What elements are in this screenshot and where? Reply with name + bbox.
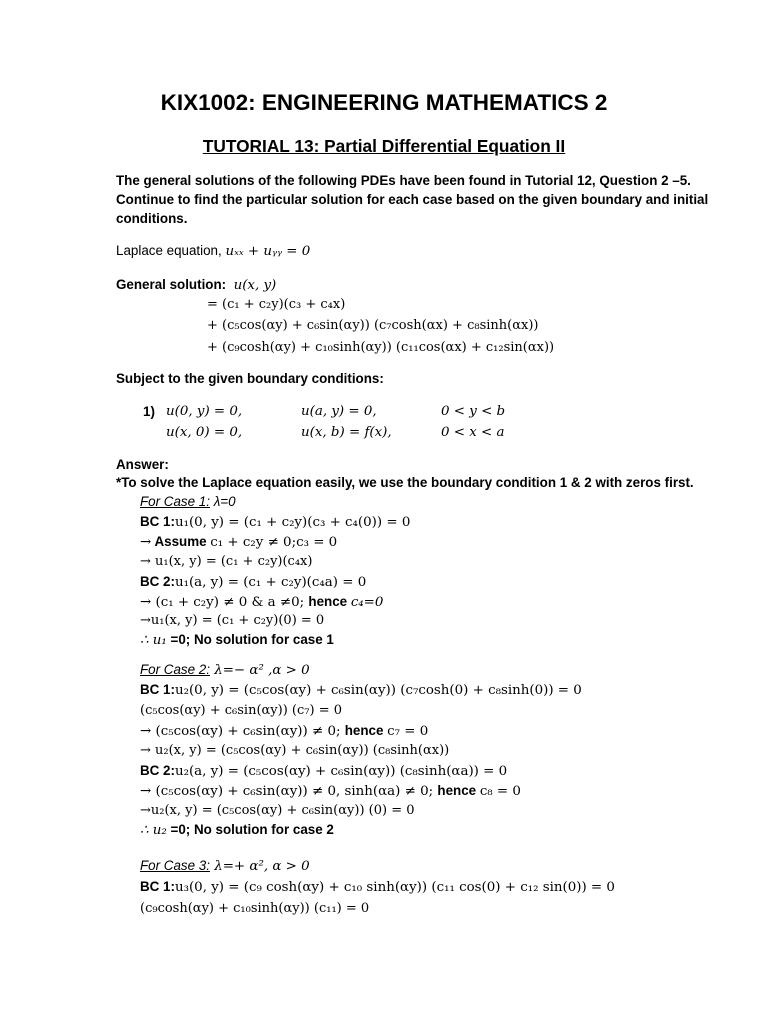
step-equation: → (c₅cos(αy) + c₆sin(αy)) ≠ 0; <box>140 724 345 739</box>
bc-equation: u₂(0, y) = (c₅cos(αy) + c₆sin(αy)) (c₇cosh(0) + c₈sinh(0)) = 0 <box>174 683 582 698</box>
case-conclusion <box>140 821 334 840</box>
step-line <box>140 722 428 741</box>
intro-line: conditions. <box>116 211 188 226</box>
conditions-intro: Subject to the given boundary conditions: <box>116 371 384 386</box>
bc-label: BC 1: <box>140 879 175 894</box>
bc-equation: u₁(a, y) = (c₁ + c₂y)(c₄a) = 0 <box>174 575 367 590</box>
bc-label: BC 2: <box>140 574 175 589</box>
step-line <box>140 593 383 612</box>
condition-range: 0 < y < b <box>441 404 506 419</box>
laplace-formula: uₓₓ + uᵧᵧ = 0 <box>225 244 311 259</box>
general-solution-term: = (c₁ + c₂y)(c₃ + c₄x) <box>207 297 346 312</box>
step-line <box>140 782 521 801</box>
step-word: Assume <box>151 534 211 549</box>
step-line: (c₉cosh(αy) + c₁₀sinh(αy)) (c₁₁) = 0 <box>140 901 370 916</box>
step-line: → u₂(x, y) = (c₅cos(αy) + c₆sin(αy)) (c₈sinh(αx)) <box>140 743 450 758</box>
bc-label: BC 1: <box>140 514 175 529</box>
condition-cell: u(x, 0) = 0, <box>166 425 243 440</box>
case-heading-label: For Case 3: <box>140 858 210 873</box>
step-equation: → (c₁ + c₂y) ≠ 0 & a ≠0; <box>140 595 309 610</box>
answer-label: Answer: <box>116 457 169 472</box>
step-equation: c₁ + c₂y ≠ 0;c₃ = 0 <box>210 535 338 550</box>
step-word: hence <box>308 594 351 609</box>
case-heading-condition: λ=0 <box>209 494 236 509</box>
conclusion-text: =0; No solution for case 1 <box>166 632 334 647</box>
step-equation: → (c₅cos(αy) + c₆sin(αy)) ≠ 0, sinh(αa) ≠ 0; <box>140 784 438 799</box>
condition-cell: u(0, y) = 0, <box>166 404 243 419</box>
condition-cell: u(a, y) = 0, <box>301 404 377 419</box>
general-solution-term: + (c₅cos(αy) + c₆sin(αy)) (c₇cosh(αx) + c₈sinh(αx)) <box>207 318 539 333</box>
bc-label: BC 2: <box>140 763 175 778</box>
bc2-line <box>140 573 366 592</box>
page-subtitle: TUTORIAL 13: Partial Differential Equation II <box>202 136 566 156</box>
step-equation: c₇ = 0 <box>387 724 429 739</box>
step-line: → u₁(x, y) = (c₁ + c₂y)(c₄x) <box>140 554 313 569</box>
case-heading <box>140 493 236 511</box>
case-heading <box>140 857 310 876</box>
general-solution-head <box>116 276 276 295</box>
case-heading-label: For Case 2: <box>140 662 210 677</box>
step-line: →u₂(x, y) = (c₅cos(αy) + c₆sin(αy)) (0) = 0 <box>140 803 415 818</box>
step-line: →u₁(x, y) = (c₁ + c₂y)(0) = 0 <box>140 613 325 628</box>
bc-equation: u₃(0, y) = (c₉ cosh(αy) + c₁₀ sinh(αy)) (c₁₁ cos(0) + c₁₂ sin(0)) = 0 <box>174 880 615 895</box>
case-heading-condition: λ=+ α², α > 0 <box>209 859 310 874</box>
general-solution-term: + (c₉cosh(αy) + c₁₀sinh(αy)) (c₁₁cos(αx) + c₁₂sin(αx)) <box>207 340 555 355</box>
condition-cell: u(x, b) = f(x), <box>301 425 392 440</box>
page-title: KIX1002: ENGINEERING MATHEMATICS 2 <box>160 90 608 115</box>
laplace-label: Laplace equation, <box>116 243 226 258</box>
bc1-line <box>140 878 615 897</box>
bc-label: BC 1: <box>140 682 175 697</box>
case-conclusion <box>140 631 334 650</box>
case-heading-label: For Case 1: <box>140 494 210 509</box>
step-equation: c₈ = 0 <box>479 784 521 799</box>
intro-line: The general solutions of the following PDEs have been found in Tutorial 12, Question 2 –5. <box>116 173 691 188</box>
case-heading-condition: λ=− α² ,α > 0 <box>209 663 310 678</box>
bc-equation: u₁(0, y) = (c₁ + c₂y)(c₃ + c₄(0)) = 0 <box>174 515 411 530</box>
bc1-line <box>140 513 410 532</box>
arrow-icon: → <box>140 535 152 550</box>
bc2-line <box>140 762 507 781</box>
case-heading <box>140 661 310 680</box>
conclusion-text: =0; No solution for case 2 <box>166 822 334 837</box>
condition-number: 1) <box>143 404 155 419</box>
step-equation: c₄=0 <box>350 595 384 610</box>
conclusion-symbol: ∴ u₁ <box>140 633 167 648</box>
bc-equation: u₂(a, y) = (c₅cos(αy) + c₆sin(αy)) (c₈sinh(αa)) = 0 <box>174 764 508 779</box>
step-word: hence <box>437 783 480 798</box>
step-line <box>140 533 337 552</box>
conclusion-symbol: ∴ u₂ <box>140 823 167 838</box>
laplace-equation <box>116 242 310 261</box>
bc1-line <box>140 681 582 700</box>
condition-range: 0 < x < a <box>441 425 505 440</box>
step-line: (c₅cos(αy) + c₆sin(αy)) (c₇) = 0 <box>140 703 342 718</box>
general-solution-function: u(x, y) <box>233 278 277 293</box>
general-solution-label: General solution: <box>116 277 227 292</box>
step-word: hence <box>344 723 388 738</box>
intro-line: Continue to find the particular solution for each case based on the given boundary and initial <box>116 192 709 207</box>
answer-note: *To solve the Laplace equation easily, we use the boundary condition 1 & 2 with zeros first. <box>116 475 694 490</box>
